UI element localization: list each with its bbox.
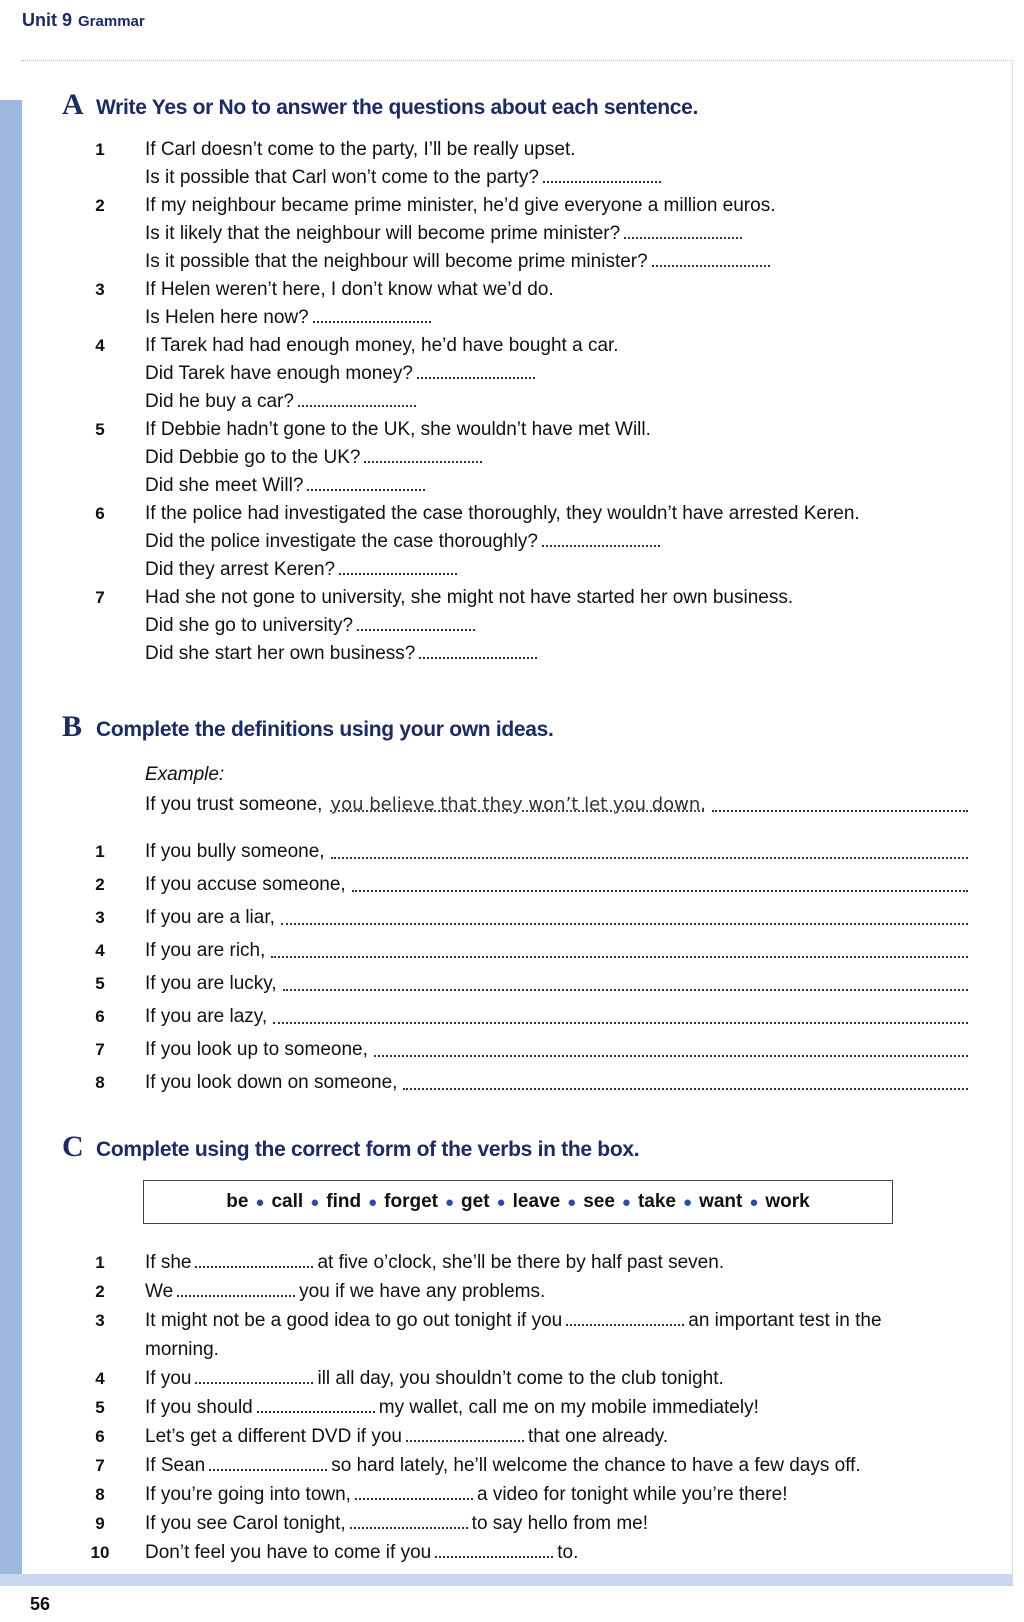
answer-line[interactable] <box>271 936 968 958</box>
a-item-2-question-1: Is it likely that the neighbour will become prime minister? <box>0 220 1000 248</box>
item-number: 6 <box>95 1427 105 1446</box>
item-number: 8 <box>95 1073 105 1092</box>
b-item-8: 8 If you look down on someone, <box>0 1068 1000 1098</box>
c-item-8: 8 If you’re going into town, a video for tonight while you’re there! <box>0 1481 1000 1509</box>
item-number: 6 <box>95 504 105 523</box>
c-item-3: 3 It might not be a good idea to go out tonight if you an important test in the <box>0 1307 1000 1335</box>
c-item-5: 5 If you should my wallet, call me on my mobile immediately! <box>0 1394 1000 1422</box>
item-number: 3 <box>95 280 105 299</box>
a-item-7-sentence: 7 Had she not gone to university, she might not have started her own business. <box>0 584 1000 612</box>
section-a-letter: A <box>62 88 84 121</box>
c-item-9: 9 If you see Carol tonight, to say hello from me! <box>0 1510 1000 1538</box>
b-item-3: 3 If you are a liar, <box>0 903 1000 933</box>
item-number: 1 <box>95 140 105 159</box>
b-item-7: 7 If you look up to someone, <box>0 1035 1000 1065</box>
verb-word: forget <box>384 1191 438 1212</box>
a-item-1-question-1: Is it possible that Carl won’t come to the party? <box>0 164 1000 192</box>
answer-blank[interactable] <box>543 181 661 183</box>
section-c-letter: C <box>62 1130 84 1163</box>
bullet-icon: ● <box>496 1193 506 1211</box>
top-divider <box>22 60 1012 61</box>
bullet-icon: ● <box>255 1193 265 1211</box>
section-b-letter: B <box>62 710 83 743</box>
b-item-1: 1 If you bully someone, <box>0 837 1000 867</box>
bullet-icon: ● <box>749 1193 759 1211</box>
example-label: Example: <box>145 764 225 785</box>
answer-line <box>712 790 968 812</box>
answer-blank[interactable] <box>566 1324 684 1326</box>
verb-word: find <box>326 1191 362 1212</box>
item-number: 3 <box>95 1311 105 1330</box>
b-item-4: 4 If you are rich, <box>0 936 1000 966</box>
a-item-2-question-2: Is it possible that the neighbour will become prime minister? <box>0 248 1000 276</box>
answer-line[interactable] <box>283 969 968 991</box>
bullet-icon: ● <box>683 1193 693 1211</box>
verb-word: be <box>226 1191 249 1212</box>
answer-blank[interactable] <box>542 545 660 547</box>
answer-blank[interactable] <box>307 489 425 491</box>
example-answer: you believe that they won’t let you down. <box>330 794 707 815</box>
right-divider <box>1012 60 1013 1575</box>
a-item-5-question-1: Did Debbie go to the UK? <box>0 444 1000 472</box>
bullet-icon: ● <box>567 1193 577 1211</box>
verb-box <box>143 1180 893 1224</box>
answer-line[interactable] <box>273 1002 968 1024</box>
a-item-3-question-1: Is Helen here now? <box>0 304 1000 332</box>
c-item-1: 1 If she at five o’clock, she’ll be there by half past seven. <box>0 1249 1000 1277</box>
answer-blank[interactable] <box>435 1556 553 1558</box>
section-c-heading <box>62 1130 639 1164</box>
answer-line[interactable] <box>281 903 968 925</box>
a-item-4-question-1: Did Tarek have enough money? <box>0 360 1000 388</box>
item-number: 9 <box>95 1514 105 1533</box>
answer-blank[interactable] <box>417 377 535 379</box>
bullet-icon: ● <box>310 1193 320 1211</box>
answer-blank[interactable] <box>298 405 416 407</box>
c-item-3-continued: morning. <box>145 1339 219 1360</box>
a-item-6-sentence: 6 If the police had investigated the case thoroughly, they wouldn’t have arrested Keren. <box>0 500 1000 528</box>
answer-blank[interactable] <box>177 1295 295 1297</box>
item-number: 8 <box>95 1485 105 1504</box>
section-b-heading <box>62 710 554 744</box>
item-number: 1 <box>95 842 105 861</box>
item-number: 2 <box>95 196 105 215</box>
item-number: 6 <box>95 1007 105 1026</box>
c-item-6: 6 Let’s get a different DVD if you that one already. <box>0 1423 1000 1451</box>
a-item-3-sentence: 3 If Helen weren’t here, I don’t know what we’d do. <box>0 276 1000 304</box>
item-number: 7 <box>95 1040 105 1059</box>
item-number: 3 <box>95 908 105 927</box>
item-number: 4 <box>95 941 105 960</box>
a-item-5-question-2: Did she meet Will? <box>0 472 1000 500</box>
a-item-1-sentence: 1 If Carl doesn’t come to the party, I’ll be really upset. <box>0 136 1000 164</box>
item-number: 4 <box>95 336 105 355</box>
a-item-2-sentence: 2 If my neighbour became prime minister, he’d give everyone a million euros. <box>0 192 1000 220</box>
verb-word: work <box>765 1191 810 1212</box>
verb-word: call <box>271 1191 304 1212</box>
answer-blank[interactable] <box>419 657 537 659</box>
section-a-instruction: Write Yes or No to answer the questions about each sentence. <box>96 96 699 119</box>
item-number: 4 <box>95 1369 105 1388</box>
item-number: 7 <box>95 1456 105 1475</box>
example-prompt: If you trust someone, <box>145 794 323 815</box>
a-item-4-question-2: Did he buy a car? <box>0 388 1000 416</box>
c-item-10: 10 Don’t feel you have to come if you to. <box>0 1539 1000 1567</box>
answer-blank[interactable] <box>209 1469 327 1471</box>
section-b-instruction: Complete the definitions using your own ideas. <box>96 718 554 741</box>
answer-blank[interactable] <box>313 321 431 323</box>
item-number: 5 <box>95 1398 105 1417</box>
bottom-band <box>0 1574 1013 1586</box>
unit-label: Unit 9 <box>22 10 73 30</box>
c-item-7: 7 If Sean so hard lately, he’ll welcome the chance to have a few days off. <box>0 1452 1000 1480</box>
b-item-6: 6 If you are lazy, <box>0 1002 1000 1032</box>
a-item-6-question-1: Did the police investigate the case thoroughly? <box>0 528 1000 556</box>
item-number: 5 <box>95 420 105 439</box>
answer-blank[interactable] <box>195 1266 313 1268</box>
c-item-2: 2 We you if we have any problems. <box>0 1278 1000 1306</box>
a-item-7-question-2: Did she start her own business? <box>0 640 1000 668</box>
a-item-5-sentence: 5 If Debbie hadn’t gone to the UK, she wouldn’t have met Will. <box>0 416 1000 444</box>
answer-blank[interactable] <box>257 1411 375 1413</box>
answer-blank[interactable] <box>339 573 457 575</box>
answer-line[interactable] <box>352 870 968 892</box>
verb-word: take <box>637 1191 676 1212</box>
item-number: 5 <box>95 974 105 993</box>
section-a-heading <box>62 88 698 122</box>
item-number: 7 <box>95 588 105 607</box>
answer-blank[interactable] <box>195 1382 313 1384</box>
verb-word: leave <box>512 1191 561 1212</box>
answer-line[interactable] <box>374 1035 968 1057</box>
section-c-instruction: Complete using the correct form of the verbs in the box. <box>96 1138 640 1161</box>
verb-word: see <box>583 1191 615 1212</box>
answer-blank[interactable] <box>355 1498 473 1500</box>
c-item-4: 4 If you ill all day, you shouldn’t come to the club tonight. <box>0 1365 1000 1393</box>
example-label-row <box>0 760 1000 790</box>
section-label: Grammar <box>78 13 145 30</box>
verb-word: get <box>461 1191 490 1212</box>
answer-line[interactable] <box>403 1068 968 1090</box>
item-number: 2 <box>95 1282 105 1301</box>
answer-blank[interactable] <box>652 265 770 267</box>
bullet-icon: ● <box>621 1193 631 1211</box>
answer-blank[interactable] <box>364 461 482 463</box>
answer-blank[interactable] <box>357 629 475 631</box>
item-number: 2 <box>95 875 105 894</box>
bullet-icon: ● <box>368 1193 378 1211</box>
b-item-5: 5 If you are lucky, <box>0 969 1000 999</box>
page-number: 56 <box>30 1594 51 1614</box>
a-item-4-sentence: 4 If Tarek had had enough money, he’d have bought a car. <box>0 332 1000 360</box>
example-row <box>0 790 1000 820</box>
item-number: 1 <box>95 1253 105 1272</box>
answer-blank[interactable] <box>350 1527 468 1529</box>
a-item-6-question-2: Did they arrest Keren? <box>0 556 1000 584</box>
a-item-7-question-1: Did she go to university? <box>0 612 1000 640</box>
page-header <box>22 10 145 31</box>
b-item-2: 2 If you accuse someone, <box>0 870 1000 900</box>
answer-line[interactable] <box>331 837 968 859</box>
verb-word: want <box>699 1191 743 1212</box>
bullet-icon: ● <box>444 1193 455 1211</box>
item-number: 10 <box>90 1543 110 1562</box>
answer-blank[interactable] <box>406 1440 524 1442</box>
answer-blank[interactable] <box>624 237 742 239</box>
